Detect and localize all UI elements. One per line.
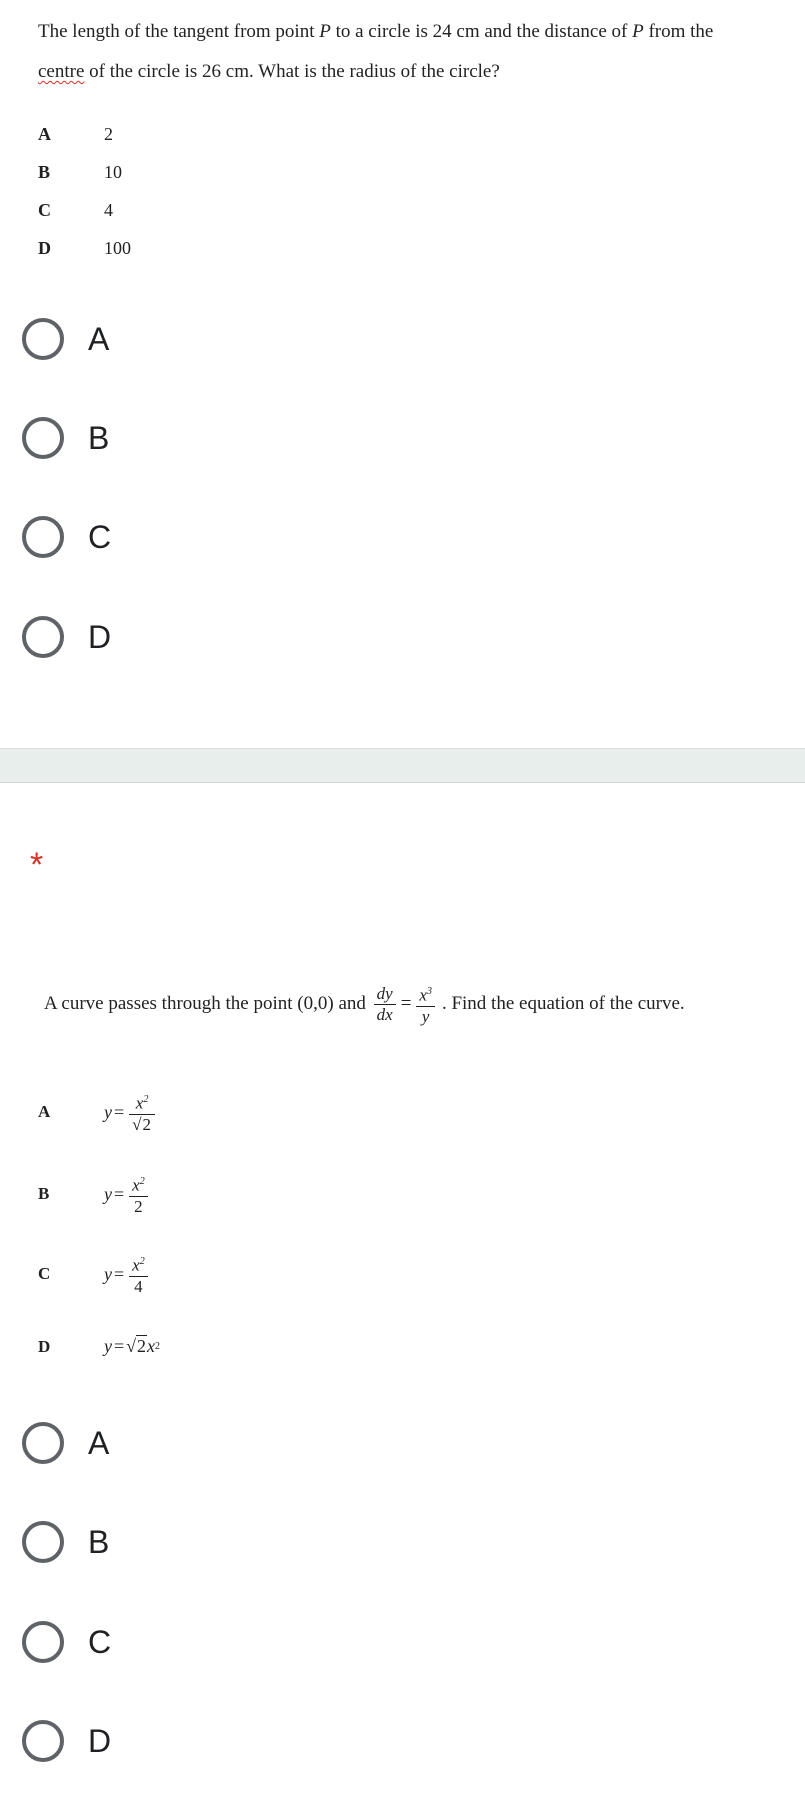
sqrt-symbol: √ [126, 1336, 137, 1356]
question-text: to a circle is 24 cm and the distance of [330, 21, 633, 42]
variable: x [419, 985, 427, 1005]
equals-sign: = [114, 1101, 125, 1122]
fraction-numerator [129, 1252, 148, 1276]
rhs-fraction [416, 982, 435, 1027]
option-letter: B [38, 162, 51, 182]
question-text: of the circle is 26 cm. What is the radius of the circle? [84, 61, 500, 82]
q2-choice-a[interactable] [22, 1418, 322, 1468]
variable: x [147, 1336, 156, 1356]
option-row [38, 1090, 158, 1135]
option-letter: B [38, 1184, 50, 1204]
option-formula [104, 1252, 151, 1297]
radio-button[interactable] [22, 1422, 64, 1464]
question-1-line-1 [38, 20, 713, 44]
sqrt-symbol: √ [132, 1114, 142, 1134]
q1-choice-c[interactable] [22, 512, 322, 562]
section-divider [0, 748, 805, 783]
option-value: 2 [104, 124, 113, 144]
option-letter: C [38, 200, 51, 220]
radicand: 2 [142, 1114, 151, 1134]
fraction-denominator: 2 [134, 1196, 143, 1216]
option-row [38, 1172, 151, 1217]
q2-choice-c[interactable] [22, 1617, 322, 1667]
option-row [38, 1336, 160, 1357]
option-value: 4 [104, 200, 113, 220]
exponent: 2 [139, 1176, 145, 1187]
variable: x [132, 1255, 140, 1275]
radio-button[interactable] [22, 1720, 64, 1762]
variable: y [104, 1183, 112, 1204]
option-formula [104, 1336, 160, 1357]
option-letter: D [38, 1336, 51, 1356]
fraction-numerator [133, 1090, 152, 1114]
option-row [38, 1252, 151, 1297]
equals-sign: = [114, 1336, 125, 1356]
exponent: 2 [155, 1341, 161, 1352]
choice-label: D [88, 1722, 112, 1759]
option-row [38, 238, 131, 259]
option-letter: D [38, 238, 51, 258]
fraction-denominator: 4 [134, 1276, 143, 1296]
option-value: 10 [104, 162, 122, 182]
variable: y [104, 1101, 112, 1122]
formula-fraction [129, 1252, 148, 1297]
radio-button[interactable] [22, 516, 64, 558]
q2-choice-d[interactable] [22, 1716, 322, 1766]
equals-sign: = [114, 1263, 125, 1284]
fraction-denominator: dx [376, 1004, 393, 1024]
exponent: 2 [143, 1094, 149, 1105]
variable: x [135, 1093, 144, 1113]
fraction-numerator [416, 982, 435, 1006]
fraction-numerator [129, 1172, 148, 1196]
radio-button[interactable] [22, 1521, 64, 1563]
question-2-option-list [38, 1090, 438, 1370]
choice-label: A [88, 1424, 110, 1461]
radio-button[interactable] [22, 417, 64, 459]
question-2-text [44, 982, 685, 1027]
question-text: A curve passes through the point (0,0) and [44, 993, 371, 1015]
question-text: from the [643, 21, 714, 42]
question-text: The length of the tangent from point [38, 21, 320, 42]
point-p: P [319, 21, 331, 42]
option-letter: A [38, 1102, 51, 1122]
q2-choice-b[interactable] [22, 1517, 322, 1567]
choice-label: B [88, 419, 110, 456]
option-row [38, 162, 122, 183]
radio-button[interactable] [22, 1621, 64, 1663]
point-p: P [632, 21, 644, 42]
q1-choice-a[interactable] [22, 314, 322, 364]
fraction-numerator: dy [376, 983, 393, 1003]
option-letter: A [38, 124, 51, 144]
choice-label: C [88, 1623, 112, 1660]
option-row [38, 200, 113, 221]
option-value: 100 [104, 238, 131, 258]
radio-button[interactable] [22, 616, 64, 658]
variable: x [132, 1175, 140, 1195]
q1-choice-b[interactable] [22, 413, 322, 463]
question-text: . Find the equation of the curve. [441, 993, 685, 1015]
formula-fraction [129, 1172, 148, 1217]
derivative-fraction [374, 984, 396, 1025]
equals-sign: = [400, 993, 412, 1015]
choice-label: B [88, 1523, 110, 1560]
q1-choice-d[interactable] [22, 612, 322, 662]
misspelled-word: centre [38, 61, 85, 82]
radio-button[interactable] [22, 318, 64, 360]
exponent: 3 [426, 986, 432, 997]
equals-sign: = [114, 1183, 125, 1204]
option-letter: C [38, 1264, 51, 1284]
radicand: 2 [137, 1336, 147, 1356]
fraction-denominator [129, 1115, 155, 1135]
option-formula [104, 1172, 151, 1217]
choice-label: C [88, 518, 112, 555]
fraction-denominator: y [421, 1006, 430, 1026]
choice-label: A [88, 320, 110, 357]
choice-label: D [88, 618, 112, 655]
option-row [38, 124, 113, 145]
variable: y [104, 1263, 112, 1284]
question-1-line-2 [38, 60, 500, 84]
exponent: 2 [139, 1256, 145, 1267]
required-asterisk: * [30, 846, 44, 884]
option-formula [104, 1090, 158, 1135]
variable: y [104, 1336, 112, 1356]
formula-fraction [129, 1090, 155, 1135]
